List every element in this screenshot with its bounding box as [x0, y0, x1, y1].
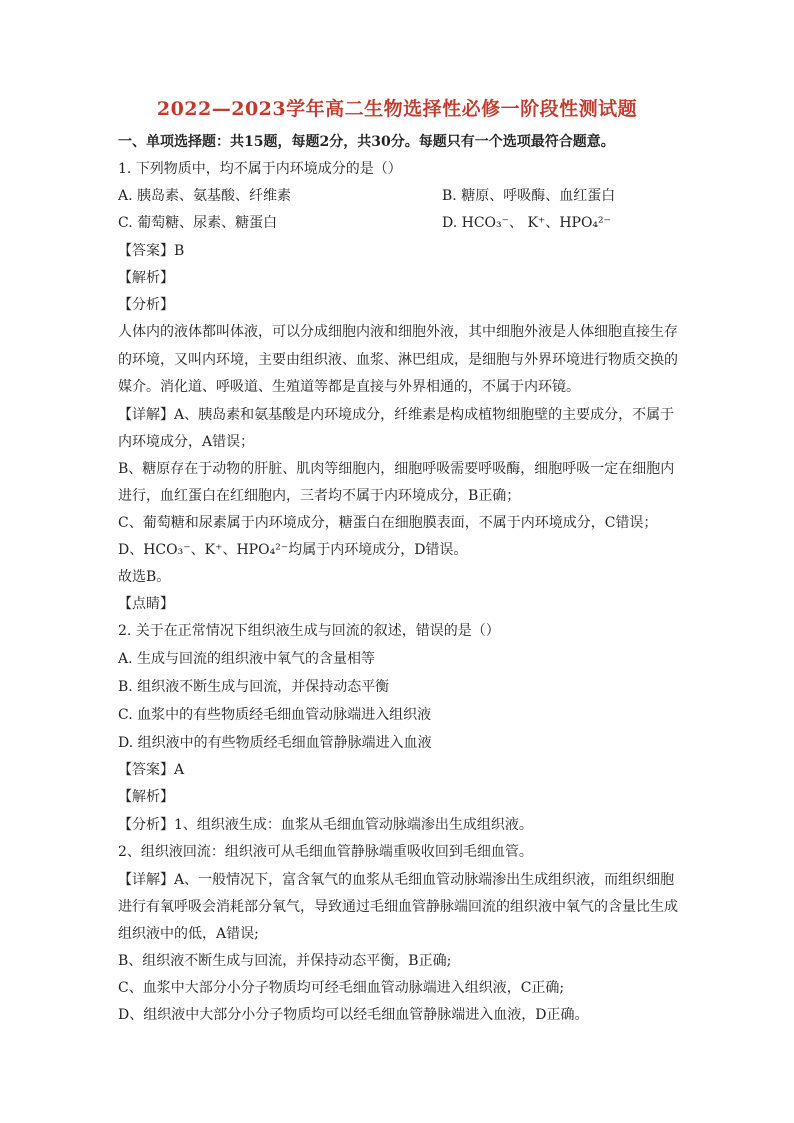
question-1-detail-line: 进行，血红蛋白在红细胞内，三者均不属于内环境成分，B正确；: [118, 488, 521, 504]
question-2-option-c: C. 血浆中的有些物质经毛细血管动脉端进入组织液: [118, 707, 432, 723]
question-2-stem: 2. 关于在正常情况下组织液生成与回流的叙述，错误的是（）: [118, 623, 500, 639]
question-2-detail-line: 进行有氧呼吸会消耗部分氧气，导致通过毛细血管静脉端回流的组织液中氧气的含量比生成: [118, 899, 678, 915]
question-1-detail-line: 内环境成分，A错误；: [118, 434, 255, 450]
question-1-detail-line: C、葡萄糖和尿素属于内环境成分，糖蛋白在细胞膜表面，不属于内环境成分，C错误；: [118, 515, 658, 531]
question-1-option-b: B. 糖原、呼吸酶、血红蛋白: [442, 188, 616, 204]
question-1-dianjing-label: 【点睛】: [118, 596, 174, 612]
question-1-detail-line: D、HCO₃⁻、K⁺、HPO₄²⁻均属于内环境成分，D错误。: [118, 542, 468, 558]
question-2-analysis-line: 【分析】1、组织液生成：血浆从毛细血管动脉端渗出生成组织液。: [118, 817, 533, 833]
question-2-detail-line: C、血浆中大部分小分子物质均可经毛细血管动脉端进入组织液，C正确;: [118, 980, 565, 996]
page-title: 2022—2023学年高二生物选择性必修一阶段性测试题: [156, 98, 638, 120]
question-2-option-d: D. 组织液中的有些物质经毛细血管静脉端进入血液: [118, 735, 432, 751]
question-1-fenxi-label: 【分析】: [118, 297, 174, 313]
question-2-option-b: B. 组织液不断生成与回流，并保持动态平衡: [118, 679, 390, 695]
question-1-answer: 【答案】B: [118, 243, 185, 259]
question-1-option-a: A. 胰岛素、氨基酸、纤维素: [118, 188, 292, 204]
question-1-detail-line: B、糖原存在于动物的肝脏、肌肉等细胞内，细胞呼吸需要呼吸酶，细胞呼吸一定在细胞内: [118, 461, 675, 477]
question-1-detail-line: 【详解】A、胰岛素和氨基酸是内环境成分，纤维素是构成植物细胞壁的主要成分，不属于: [118, 407, 675, 423]
question-1-option-c: C. 葡萄糖、尿素、糖蛋白: [118, 215, 278, 231]
question-1-jiexi-label: 【解析】: [118, 270, 174, 286]
question-2-analysis-line: 2、组织液回流：组织液可从毛细血管静脉端重吸收回到毛细血管。: [118, 844, 533, 860]
question-2-detail-line: D、组织液中大部分小分子物质均可以经毛细血管静脉端进入血液，D正确。: [118, 1007, 589, 1023]
question-1-conclusion: 故选B。: [118, 569, 171, 585]
question-1-option-d: D. HCO₃⁻、 K⁺、HPO₄²⁻: [442, 215, 612, 231]
question-2-option-a: A. 生成与回流的组织液中氧气的含量相等: [118, 651, 376, 667]
question-2-detail-line: 【详解】A、一般情况下，富含氧气的血浆从毛细血管动脉端渗出生成组织液，而组织细胞: [118, 872, 675, 888]
question-1-analysis-line: 的环境，又叫内环境，主要由组织液、血浆、淋巴组成，是细胞与外界环境进行物质交换的: [118, 352, 678, 368]
question-1-analysis-line: 人体内的液体都叫体液，可以分成细胞内液和细胞外液，其中细胞外液是人体细胞直接生存: [118, 324, 678, 340]
question-2-detail-line: B、组织液不断生成与回流，并保持动态平衡，B正确;: [118, 953, 452, 969]
question-2-jiexi-label: 【解析】: [118, 789, 174, 805]
question-2-detail-line: 组织液中的低，A错误;: [118, 926, 259, 942]
question-1-stem: 1. 下列物质中，均不属于内环境成分的是（）: [118, 161, 402, 177]
question-1-analysis-line: 媒介。消化道、呼吸道、生殖道等都是直接与外界相通的，不属于内环镜。: [118, 379, 580, 395]
question-2-answer: 【答案】A: [118, 762, 185, 778]
section-heading: 一、单项选择题：共15题，每题2分，共30分。每题只有一个选项最符合题意。: [118, 134, 615, 150]
